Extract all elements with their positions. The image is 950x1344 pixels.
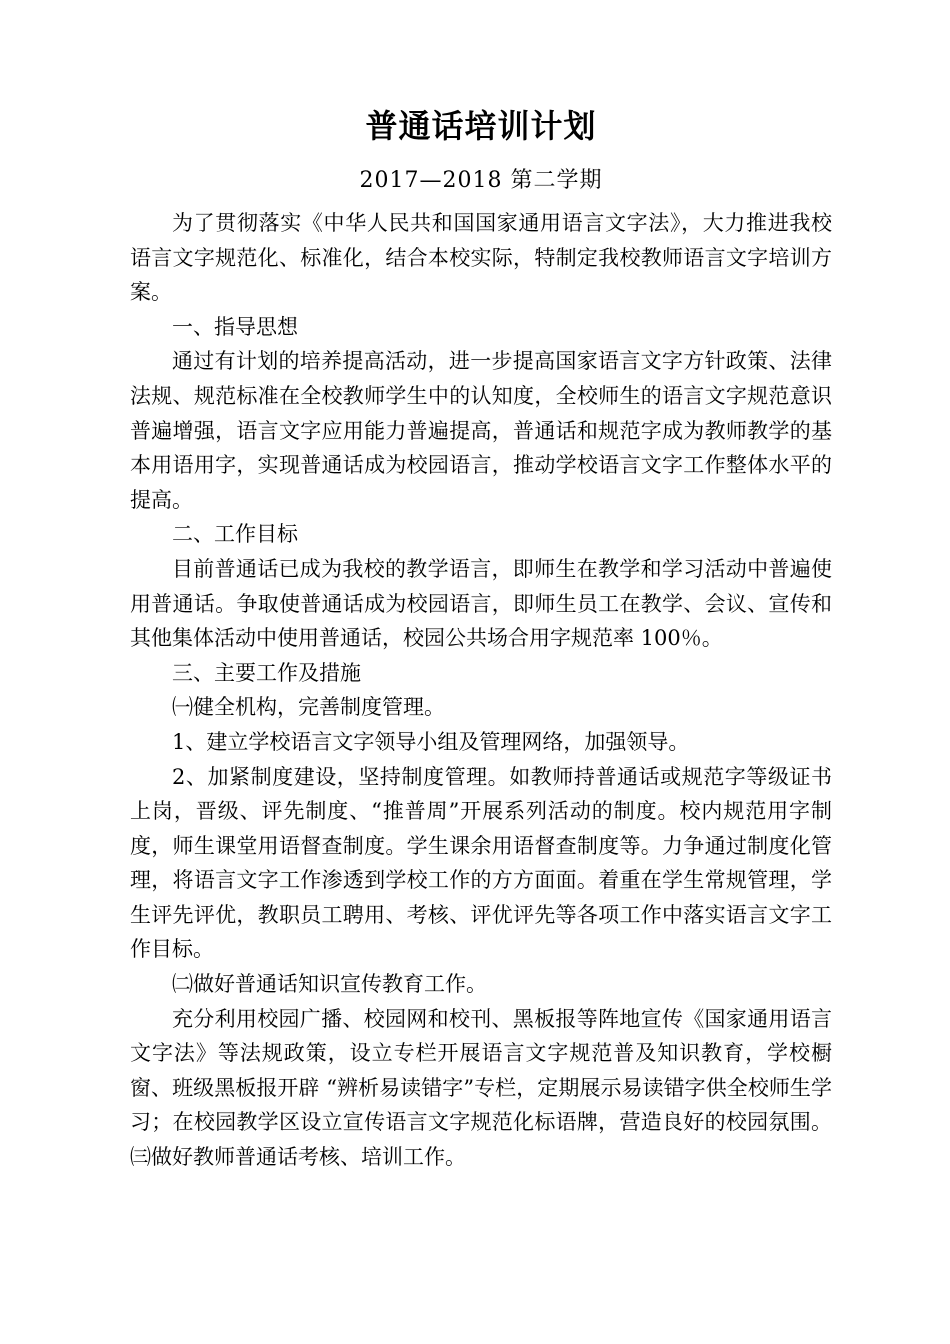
document-page <box>130 98 832 1175</box>
measure-item-1: 1、建立学校语言文字领导小组及管理网络，加强领导。 <box>172 729 690 754</box>
subsection-heading-publicity: ㈡做好普通话知识宣传教育工作。 <box>172 972 487 997</box>
intro-paragraph: 为了贯彻落实《中华人民共和国国家通用语言文字法》，大力推进我校语言文字规范化、标准化，结合本校实际，特制定我校教师语言文字培训方案。 <box>130 211 832 305</box>
work-goals-paragraph: 目前普通话已成为我校的教学语言，即师生在教学和学习活动中普遍使用普通话。争取使普通话成为校园语言，即师生员工在教学、会议、宣传和其他集体活动中使用普通话，校园公共场合用字规范率 100％。 <box>130 556 832 651</box>
document-title: 普通话培训计划 <box>365 107 597 145</box>
section-heading-main-measures: 三、主要工作及措施 <box>172 660 361 685</box>
subsection-heading-organization: ㈠健全机构，完善制度管理。 <box>172 695 445 720</box>
measure-item-2: 2、加紧制度建设，坚持制度管理。如教师持普通话或规范字等级证书上岗，晋级、评先制度、“推普周”开展系列活动的制度。校内规范用字制度，师生课堂用语督查制度。学生课余用语督查制度等。力争通过制度化管理，将语言文字工作渗透到学校工作的方方面面。着重在学生常规管理，学生评先评优，教职员工聘用、考核、评优评先等各项工作中落实语言文字工作目标。 <box>130 764 832 962</box>
section-heading-work-goals: 二、工作目标 <box>172 522 298 547</box>
section-heading-guiding-ideology: 一、指导思想 <box>172 314 298 339</box>
guiding-ideology-paragraph: 通过有计划的培养提高活动，进一步提高国家语言文字方针政策、法律法规、规范标准在全校教师学生中的认知度，全校师生的语言文字规范意识普遍增强，语言文字应用能力普遍提高，普通话和规范字成为教师教学的基本用语用字，实现普通话成为校园语言，推动学校语言文字工作整体水平的提高。 <box>130 349 832 512</box>
publicity-paragraph: 充分利用校园广播、校园网和校刊、黑板报等阵地宣传《国家通用语言文字法》等法规政策，设立专栏开展语言文字规范普及知识教育，学校橱窗、班级黑板报开辟 “辨析易读错字”专栏，定期展示易读错字供全校师生学习；在校园教学区设立宣传语言文字规范化标语牌，营造良好的校园氛围。 ㈢做好教师普通话考核、培训工作。 <box>130 1006 832 1170</box>
document-subtitle: 2017—2018 第二学期 <box>359 168 603 193</box>
